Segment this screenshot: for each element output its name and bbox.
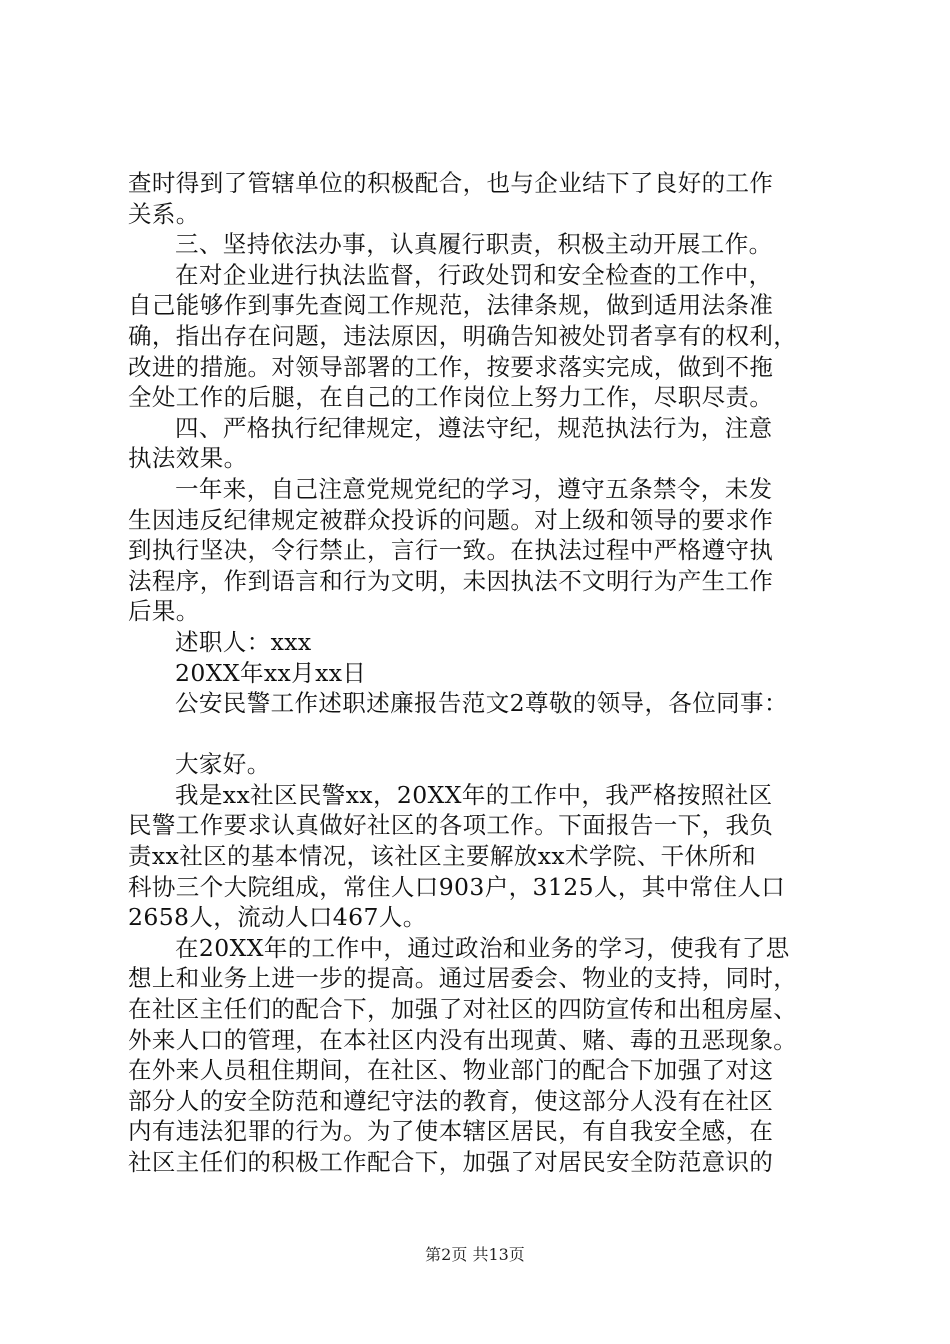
- text-line: 在社区主任们的配合下，加强了对社区的四防宣传和出租房屋、: [128, 995, 798, 1024]
- text-line: 内有违法犯罪的行为。为了使本辖区居民，有自我安全感，在: [128, 1117, 774, 1146]
- text-line: 全处工作的后腿，在自己的工作岗位上努力工作，尽职尽责。: [128, 383, 774, 412]
- text-line: 改进的措施。对领导部署的工作，按要求落实完成，做到不拖: [128, 352, 774, 381]
- text-line: 民警工作要求认真做好社区的各项工作。下面报告一下，我负: [128, 811, 774, 840]
- text-line: 在20XX年的工作中，通过政治和业务的学习，使我有了思: [175, 933, 790, 962]
- blank-line: [128, 719, 840, 750]
- text-line: 部分人的安全防范和遵纪守法的教育，使这部分人没有在社区: [128, 1086, 774, 1115]
- text-line: 20XX年xx月xx日: [175, 658, 367, 687]
- text-line: 执法效果。: [128, 444, 248, 473]
- text-line: 查时得到了管辖单位的积极配合，也与企业结下了良好的工作: [128, 169, 774, 197]
- text-line: 大家好。: [175, 750, 271, 779]
- text-line: 一年来，自己注意党规党纪的学习，遵守五条禁令，未发: [175, 474, 773, 503]
- text-line: 到执行坚决，令行禁止，言行一致。在执法过程中严格遵守执: [128, 536, 774, 565]
- page-footer: 第2页 共13页: [425, 1245, 525, 1264]
- text-line: 确，指出存在问题，违法原因，明确告知被处罚者享有的权利，: [128, 321, 798, 350]
- text-line: 自己能够作到事先查阅工作规范，法律条规，做到适用法条准: [128, 291, 774, 320]
- document-body: [128, 168, 840, 1178]
- text-line: 公安民警工作述职述廉报告范文2尊敬的领导，各位同事：: [175, 689, 788, 718]
- text-line: 责xx社区的基本情况，该社区主要解放xx术学院、干休所和: [128, 842, 757, 871]
- text-line: 外来人口的管理，在本社区内没有出现黄、赌、毒的丑恶现象。: [128, 1025, 798, 1054]
- text-line: 想上和业务上进一步的提高。通过居委会、物业的支持，同时，: [128, 964, 798, 993]
- text-line: 后果。: [128, 597, 200, 626]
- text-line: 科协三个大院组成，常住人口903户，3125人，其中常住人口: [128, 872, 786, 901]
- text-line: 生因违反纪律规定被群众投诉的问题。对上级和领导的要求作: [128, 505, 774, 534]
- text-line: 在外来人员租住期间，在社区、物业部门的配合下加强了对这: [128, 1056, 774, 1085]
- text-line: 社区主任们的积极工作配合下，加强了对居民安全防范意识的: [128, 1148, 774, 1176]
- text-line: 关系。: [128, 199, 200, 228]
- text-line: 我是xx社区民警xx，20XX年的工作中，我严格按照社区: [175, 780, 773, 809]
- text-line: 在对企业进行执法监督，行政处罚和安全检查的工作中，: [175, 260, 773, 289]
- text-line: 三、坚持依法办事，认真履行职责，积极主动开展工作。: [175, 230, 773, 259]
- text-line: 四、严格执行纪律规定，遵法守纪，规范执法行为，注意: [175, 413, 773, 442]
- text-line: 2658人，流动人口467人。: [128, 903, 427, 932]
- text-line: 法程序，作到语言和行为文明，未因执法不文明行为产生工作: [128, 566, 774, 595]
- text-line: 述职人：xxx: [175, 627, 312, 656]
